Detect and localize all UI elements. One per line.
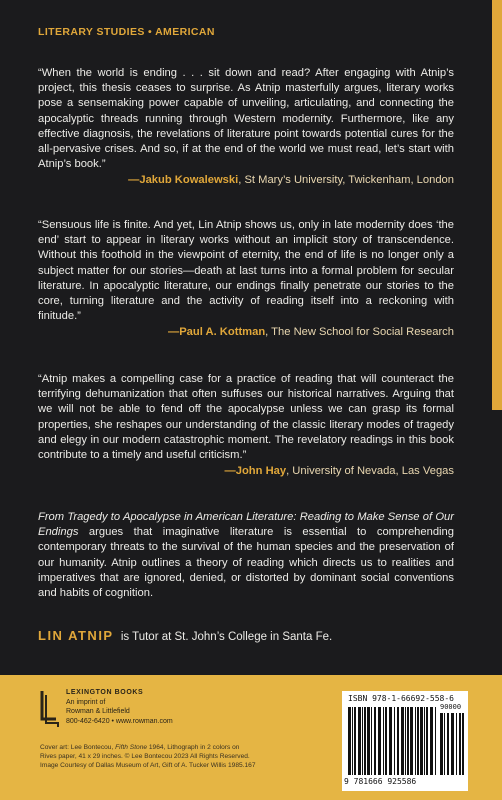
lexington-books-logo-icon	[40, 689, 60, 729]
barcode	[342, 691, 468, 791]
blurb-text: “Atnip makes a compelling case for a practice of reading that will counteract the terrifying dehumanization that often suffuses our historical narratives. Arguing that we will not be able to fend off the apocalypse unless we can grasp its formal properties, she reshapes our understanding of the classic literary modes of tragedy and elegy in our modern catastrophic moment. The revelatory readings in this book contribute to a timely and useful criticism.”	[38, 373, 454, 462]
blurb-3	[38, 372, 454, 479]
blurb-affiliation: , University of Nevada, Las Vegas	[286, 465, 454, 478]
credits-line-1	[40, 743, 330, 752]
blurb-author: —John Hay	[224, 465, 287, 478]
credits-prefix: Cover art: Lee Bontecou,	[40, 744, 116, 751]
price-code: 90000	[440, 703, 462, 711]
ean-barcode-icon	[348, 707, 436, 775]
blurb-attribution	[38, 325, 454, 340]
blurb-affiliation: , St Mary’s University, Twickenham, London	[238, 174, 454, 187]
blurb-text: “When the world is ending . . . sit down and read? After engaging with Atnip’s project, this thesis ceases to surprise. As Atnip masterfully argues, literary works pose a sensemaking power capable of unveiling, articulating, and connecting the apocalyptic threads running through Western modernity. Furthermore, like any effective diagnosis, the revelations of literature point towards potential cures for the all-pervasive crises. And so, if at the end of the world we must read, let’s start with Atnip’s book.”	[38, 67, 454, 171]
publisher-info	[66, 688, 173, 726]
publisher-line-1: An imprint of	[66, 698, 106, 706]
credits-line-2: Rives paper, 41 x 29 inches. © Lee Bontecou 2023 All Rights Reserved.	[40, 753, 250, 761]
author-bio	[38, 628, 332, 643]
ean-number: 9 781666 925586	[344, 777, 417, 786]
publisher-line-2: Rowman & Littlefield	[66, 708, 130, 716]
category-label: LITERARY STUDIES • AMERICAN	[38, 26, 215, 38]
footer-band	[0, 675, 502, 800]
blurb-text: “Sensuous life is finite. And yet, Lin Atnip shows us, only in late modernity does ‘the end’ start to appear in literary works without an implicit story of transcendence. Without this foothold in the viewpoint of eternity, the end of life is no longer only a subject matter for our stories—death at last turns into a formal problem for secular literature. In apocalyptic literature, our endings finally penetrate our stories to the core, turning literature and the activity of reading itself into a reckoning with finitude.”	[38, 219, 454, 323]
accent-strip	[492, 0, 502, 410]
blurb-author: —Paul A. Kottman	[168, 326, 266, 339]
blurb-author: —Jakub Kowalewski	[128, 174, 239, 187]
cover-art-credits	[40, 743, 330, 771]
author-name: LIN ATNIP	[38, 628, 114, 643]
blurb-2	[38, 218, 454, 341]
blurb-attribution	[38, 173, 454, 188]
blurb-affiliation: , The New School for Social Research	[265, 326, 454, 339]
author-bio-text: is Tutor at St. John’s College in Santa Fe.	[120, 631, 333, 643]
book-title: From Tragedy to Apocalypse in American Literature: Reading to Make Sense of Our Endings	[38, 511, 454, 539]
publisher-line-3: 800-462-6420 • www.rowman.com	[66, 717, 173, 725]
description-body: argues that imaginative literature is essential to comprehending contemporary threats to the survival of the human species and the preservation of our humanity. Atnip outlines a theory of reading which directs us to realities and imperatives that are ignored, denied, or distorted by dominant social conventions and habits of cognition.	[38, 526, 454, 600]
isbn-number: ISBN 978-1-66692-558-6	[348, 694, 454, 703]
book-description	[38, 510, 454, 601]
credits-line-3: Image Courtesy of Dallas Museum of Art, Gift of A. Tucker Willis 1985.167	[40, 762, 256, 770]
blurb-attribution	[38, 464, 454, 479]
publisher-name: LEXINGTON BOOKS	[66, 689, 144, 696]
credits-artwork-title: Fifth Stone	[115, 744, 148, 751]
credits-rest: 1964, Lithograph in 2 colors on	[147, 744, 240, 751]
price-barcode-icon	[440, 713, 464, 775]
blurb-1	[38, 66, 454, 189]
